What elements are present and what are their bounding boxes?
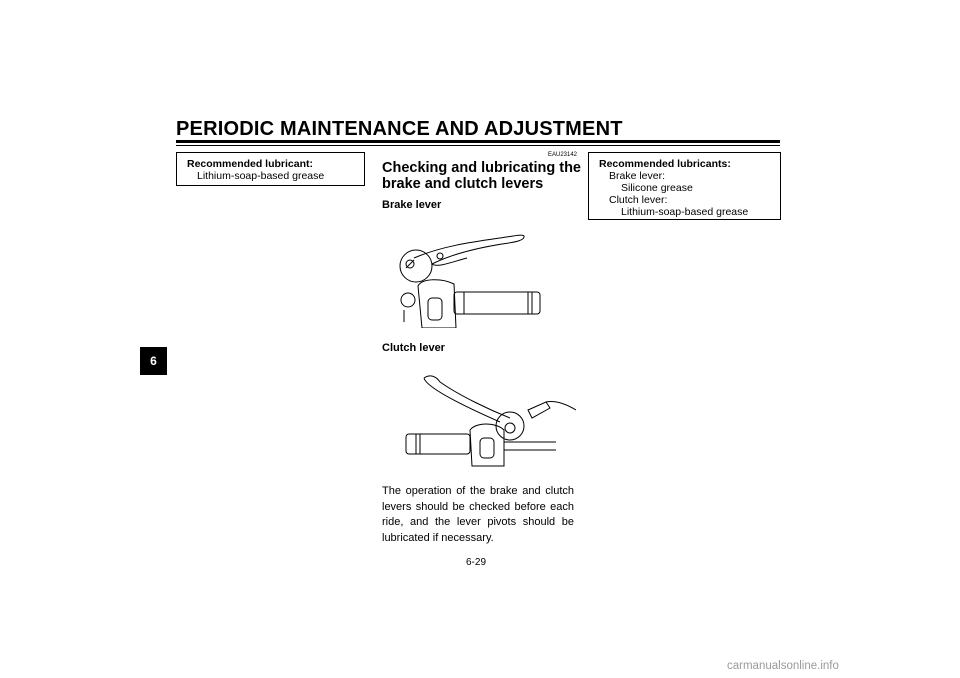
- header-rule-thin: [176, 145, 780, 146]
- lubricant-box-title: Recommended lubricant:: [187, 158, 314, 170]
- lubricant-box-left: [176, 152, 365, 186]
- section-code: EAU23142: [548, 152, 578, 158]
- brake-lever-label: Brake lever:: [609, 170, 666, 182]
- section-title: Checking and lubricating the brake and clutch levers: [382, 160, 581, 192]
- page-header-title: PERIODIC MAINTENANCE AND ADJUSTMENT: [176, 118, 623, 140]
- page-number: 6-29: [466, 557, 487, 568]
- section-body-text: The operation of the brake and clutch levers should be checked before each ride, and the lever pivots should be lubricated if necessary.: [382, 485, 574, 544]
- clutch-lever-illustration: [380, 370, 576, 470]
- watermark: carmanualsonline.info: [727, 660, 839, 672]
- lubricant-box-value: Lithium-soap-based grease: [197, 170, 325, 182]
- lubricants-box-title: Recommended lubricants:: [599, 158, 731, 170]
- clutch-lever-label: Clutch lever:: [609, 194, 668, 206]
- header-rule-thick: [176, 140, 780, 143]
- clutch-lever-lubricant: Lithium-soap-based grease: [621, 206, 749, 218]
- brake-lever-heading: Brake lever: [382, 199, 442, 211]
- lubricant-box-right: [588, 152, 781, 220]
- brake-lever-lubricant: Silicone grease: [621, 182, 693, 194]
- brake-lever-illustration: [392, 228, 568, 328]
- clutch-lever-heading: Clutch lever: [382, 342, 445, 354]
- chapter-tab: 6: [140, 347, 167, 375]
